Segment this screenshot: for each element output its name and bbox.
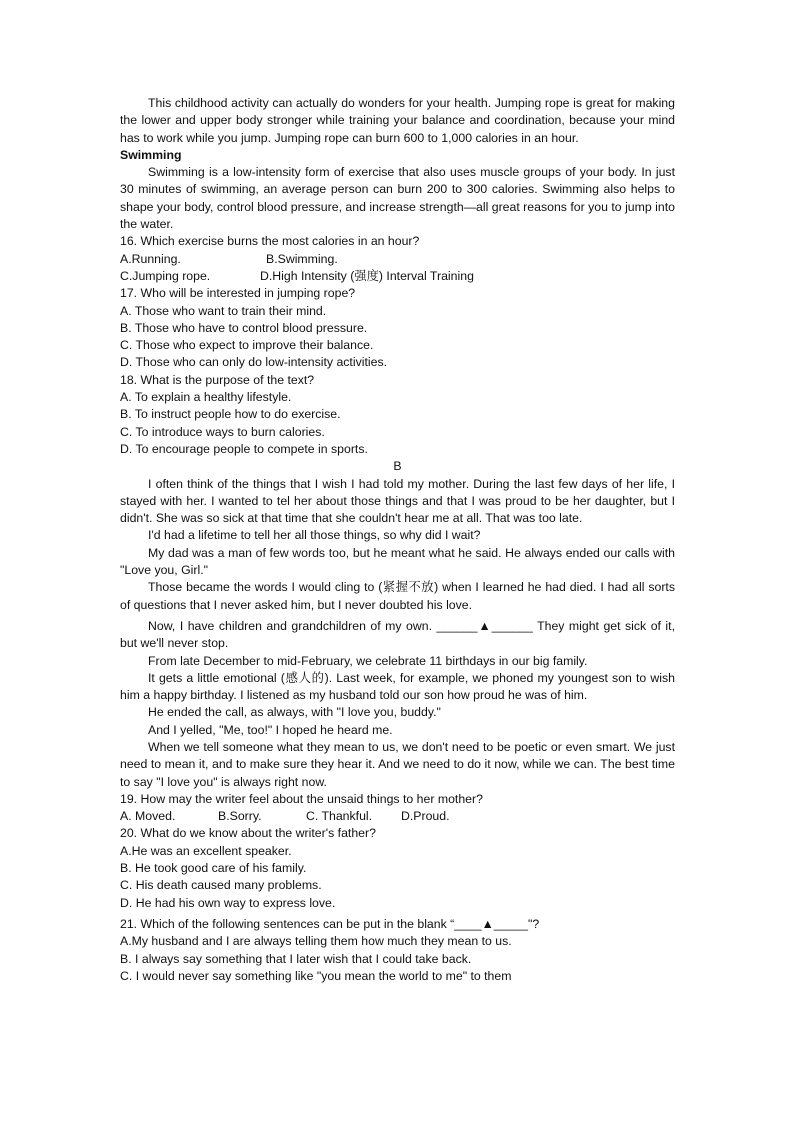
option-b: B. Those who have to control blood pressure. [120, 320, 368, 335]
question-21 [120, 916, 675, 985]
passage-paragraph: Those became the words I would cling to (紧握不放) when I learned he had died. I had all sorts of questions that I never asked him, but I never doubted his love. [120, 580, 675, 612]
passage-paragraph: He ended the call, as always, with "I love you, buddy." [148, 705, 441, 720]
swimming-heading: Swimming [120, 147, 182, 162]
option-d: D. Those who can only do low-intensity activities. [120, 355, 388, 370]
option-b: B.Sorry. [218, 809, 262, 824]
option-b: B. I always say something that I later wish that I could take back. [120, 951, 472, 966]
question-stem: 21. Which of the following sentences can be put in the blank “____▲_____"? [120, 916, 540, 931]
option-b: B. To instruct people how to do exercise. [120, 407, 341, 422]
option-c: C. His death caused many problems. [120, 878, 322, 893]
passage-paragraph: And I yelled, "Me, too!" I hoped he heard me. [148, 722, 393, 737]
option-d: D. To encourage people to compete in sports. [120, 441, 368, 456]
question-stem: 17. Who will be interested in jumping rope? [120, 286, 356, 301]
option-d: D. He had his own way to express love. [120, 895, 336, 910]
question-19 [120, 791, 675, 826]
option-a: A.My husband and I are always telling them how much they mean to us. [120, 934, 512, 949]
option-d: D.Proud. [401, 809, 450, 824]
option-b: B. He took good care of his family. [120, 861, 307, 876]
option-c: C. I would never say something like "you mean the world to me" to them [120, 968, 512, 983]
exam-page [120, 95, 675, 985]
passage-paragraph: From late December to mid-February, we celebrate 11 birthdays in our big family. [148, 653, 588, 668]
passage-paragraph: I'd had a lifetime to tell her all those things, so why did I wait? [148, 528, 481, 543]
option-a: A.Running. [120, 251, 181, 266]
passage-paragraph: I often think of the things that I wish I had told my mother. During the last few days of her life, I stayed with her. I wanted to tel her about those things and that I was proud to be her daughter, but I didn't. She was so sick at that time that she couldn't hear me at all. That was too late. [120, 476, 675, 526]
option-row [120, 808, 675, 825]
question-stem: 20. What do we know about the writer's father? [120, 826, 376, 841]
passage-paragraph-with-blank: Now, I have children and grandchildren of my own. ______▲______ They might get sick of it, but we'll never stop. [120, 618, 675, 651]
option-a: A.He was an excellent speaker. [120, 843, 292, 858]
option-c: C. Thankful. [306, 809, 373, 824]
question-17 [120, 285, 675, 371]
option-c: C. To introduce ways to burn calories. [120, 424, 325, 439]
passage-b [120, 476, 675, 791]
passage-paragraph: It gets a little emotional (感人的). Last week, for example, we phoned my youngest son to wish him a happy birthday. I listened as my husband told our son how proud he was of him. [120, 670, 675, 703]
swimming-paragraph: Swimming is a low-intensity form of exercise that also uses muscle groups of your body. In just 30 minutes of swimming, an average person can burn 200 to 300 calories. Swimming also helps to shape your body, control blood pressure, and increase strength—all great reasons for you to jump into the water. [120, 165, 675, 232]
option-c: C. Those who expect to improve their balance. [120, 338, 374, 353]
option-row [120, 268, 675, 285]
option-a: A. Those who want to train their mind. [120, 303, 327, 318]
passage-b-label: B [393, 459, 402, 474]
question-20 [120, 825, 675, 911]
jump-rope-paragraph: This childhood activity can actually do wonders for your health. Jumping rope is great for making the lower and upper body stronger while training your balance and coordination, because your mind has to work while you jump. Jumping rope can burn 600 to 1,000 calories in an hour. [120, 96, 675, 145]
question-18 [120, 372, 675, 458]
question-stem: 18. What is the purpose of the text? [120, 372, 315, 387]
option-b: B.Swimming. [266, 251, 338, 266]
option-a: A. To explain a healthy lifestyle. [120, 390, 292, 405]
passage-paragraph: When we tell someone what they mean to us, we don't need to be poetic or even smart. We just need to mean it, and to make sure they hear it. And we need to do it now, while we can. The best time to say "I love you" is always right now. [120, 739, 675, 789]
option-c: C.Jumping rope. [120, 268, 211, 283]
option-row [120, 251, 675, 268]
passage-paragraph: My dad was a man of few words too, but he meant what he said. He always ended our calls with "Love you, Girl." [120, 545, 675, 578]
question-stem: 16. Which exercise burns the most calories in an hour? [120, 234, 420, 249]
option-a: A. Moved. [120, 809, 176, 824]
question-stem: 19. How may the writer feel about the unsaid things to her mother? [120, 791, 483, 806]
question-16 [120, 233, 675, 285]
option-d: D.High Intensity (强度) Interval Training [260, 268, 474, 283]
